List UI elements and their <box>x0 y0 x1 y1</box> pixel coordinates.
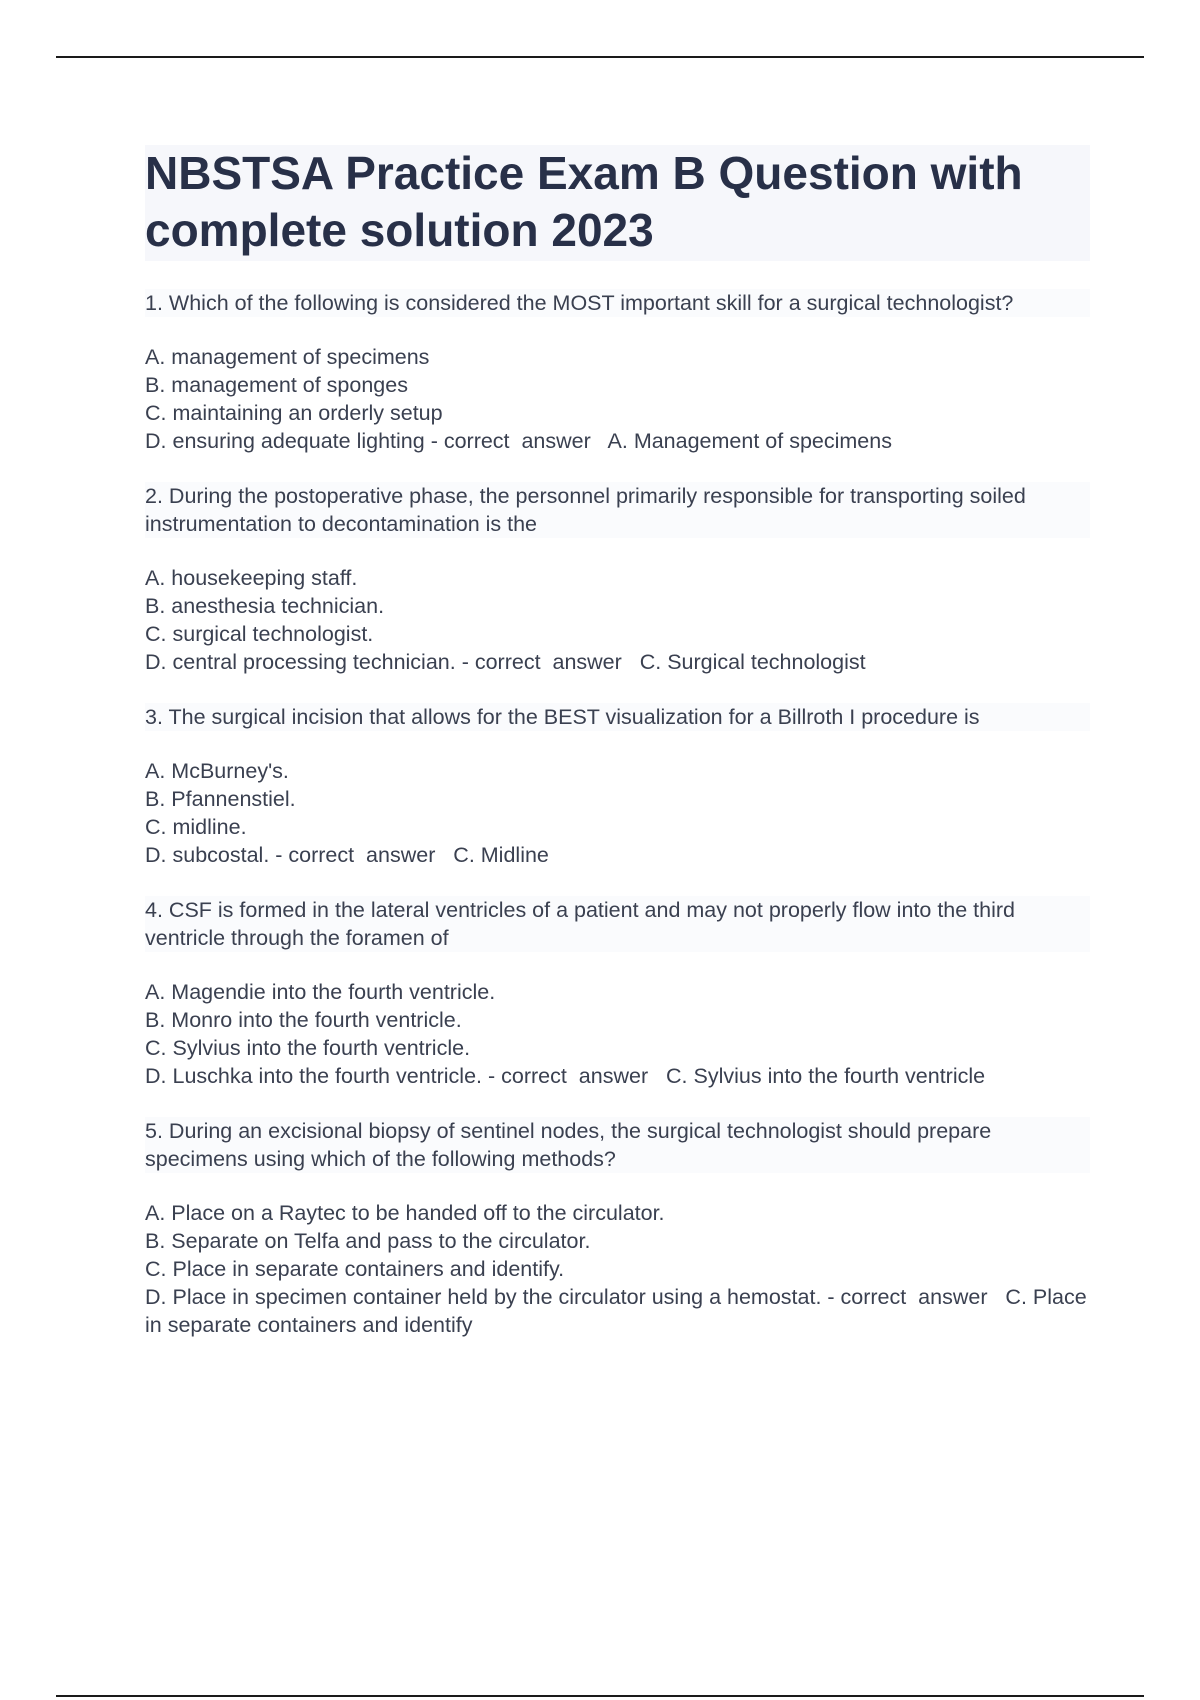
question-block <box>145 703 1090 869</box>
option-text: Sylvius into the fourth ventricle. <box>172 1036 471 1060</box>
correct-answer: C. Midline <box>453 843 549 867</box>
question-text: The surgical incision that allows for the BEST visualization for a Billroth I procedure is <box>168 705 980 729</box>
correct-answer: A. Management of specimens <box>607 429 892 453</box>
question-block <box>145 896 1090 1090</box>
option-text: management of sponges <box>171 373 408 397</box>
title-box <box>145 145 1090 261</box>
option-letter: C . <box>145 622 172 646</box>
answer-option <box>145 1006 1090 1034</box>
option-letter: A . <box>145 345 171 369</box>
option-letter: D . <box>145 429 172 453</box>
answer-option <box>145 1227 1090 1255</box>
answer-option <box>145 592 1090 620</box>
answer-option <box>145 371 1090 399</box>
option-text: Place on a Raytec to be handed off to the circulator. <box>171 1201 665 1225</box>
option-text: surgical technologist. <box>172 622 374 646</box>
option-text: subcostal. <box>172 843 270 867</box>
option-letter: D . <box>145 1064 172 1088</box>
question-block <box>145 1117 1090 1339</box>
option-text: ensuring adequate lighting <box>172 429 425 453</box>
option-text: midline. <box>172 815 247 839</box>
footer-rule <box>56 1695 1144 1697</box>
option-letter: B . <box>145 787 171 811</box>
option-text: Magendie into the fourth ventricle. <box>171 980 496 1004</box>
question-block <box>145 482 1090 676</box>
correct-answer-label: - correct answer <box>821 1285 1006 1309</box>
correct-answer-label: - correct answer <box>424 429 608 453</box>
correct-answer: C. Sylvius into the fourth ventricle <box>666 1064 986 1088</box>
question-stem <box>145 896 1090 952</box>
option-letter: B . <box>145 1229 171 1253</box>
correct-answer: C. Surgical technologist <box>639 650 866 674</box>
option-text: Separate on Telfa and pass to the circulator. <box>171 1229 591 1253</box>
option-text: housekeeping staff. <box>171 566 358 590</box>
answer-option <box>145 978 1090 1006</box>
page-title: NBSTSA Practice Exam B Question with complete solution 2023 <box>145 147 1023 256</box>
page-content <box>145 145 1090 1366</box>
answer-option <box>145 564 1090 592</box>
answer-option <box>145 1283 1090 1339</box>
option-letter: D . <box>145 1285 172 1309</box>
option-text: Luschka into the fourth ventricle. <box>172 1064 483 1088</box>
option-letter: D . <box>145 650 172 674</box>
option-letter: A . <box>145 566 171 590</box>
question-text: During an excisional biopsy of sentinel nodes, the surgical technologist should prepare specimens using which of the following methods? <box>145 1119 992 1171</box>
option-letter: B . <box>145 1008 171 1032</box>
option-letter: A . <box>145 759 171 783</box>
question-number: 3 . <box>145 705 169 729</box>
question-number: 1 . <box>145 291 169 315</box>
answer-option <box>145 1062 1090 1090</box>
question-text: Which of the following is considered the MOST important skill for a surgical technologist? <box>168 291 1014 315</box>
question-stem <box>145 1117 1090 1173</box>
answer-option <box>145 813 1090 841</box>
answer-option <box>145 620 1090 648</box>
question-number: 4 . <box>145 898 169 922</box>
option-text: Pfannenstiel. <box>171 787 296 811</box>
question-stem <box>145 482 1090 538</box>
option-text: central processing technician. <box>172 650 456 674</box>
question-text: CSF is formed in the lateral ventricles of a patient and may not properly flow into the third ventricle through the foramen of <box>145 898 1016 950</box>
correct-answer-label: - correct answer <box>269 843 454 867</box>
option-text: Monro into the fourth ventricle. <box>171 1008 462 1032</box>
correct-answer-label: - correct answer <box>455 650 640 674</box>
option-text: maintaining an orderly setup <box>172 401 443 425</box>
question-stem <box>145 703 1090 731</box>
correct-answer-label: - correct answer <box>482 1064 667 1088</box>
answer-option <box>145 399 1090 427</box>
question-block <box>145 289 1090 455</box>
option-letter: D . <box>145 843 172 867</box>
question-number: 2 . <box>145 484 169 508</box>
answer-option <box>145 1034 1090 1062</box>
option-letter: A . <box>145 1201 171 1225</box>
answer-option <box>145 1199 1090 1227</box>
question-text: During the postoperative phase, the personnel primarily responsible for transporting soiled instrumentation to decontamination is the <box>145 484 1026 536</box>
answer-option <box>145 427 1090 455</box>
option-letter: C . <box>145 1036 172 1060</box>
answer-option <box>145 841 1090 869</box>
option-letter: B . <box>145 594 171 618</box>
question-stem <box>145 289 1090 317</box>
answer-option <box>145 648 1090 676</box>
option-text: Place in specimen container held by the circulator using a hemostat. <box>172 1285 822 1309</box>
option-letter: C . <box>145 401 172 425</box>
header-rule <box>56 56 1144 58</box>
option-letter: C . <box>145 815 172 839</box>
correct-answer: C. Place in separate containers and identify <box>145 1285 1087 1337</box>
option-text: Place in separate containers and identify. <box>172 1257 565 1281</box>
question-number: 5 . <box>145 1119 169 1143</box>
option-text: management of specimens <box>171 345 430 369</box>
question-list <box>145 289 1090 1339</box>
answer-option <box>145 785 1090 813</box>
answer-option <box>145 343 1090 371</box>
option-letter: B . <box>145 373 171 397</box>
answer-option <box>145 1255 1090 1283</box>
option-letter: C . <box>145 1257 172 1281</box>
option-letter: A . <box>145 980 171 1004</box>
option-text: anesthesia technician. <box>171 594 385 618</box>
answer-option <box>145 757 1090 785</box>
option-text: McBurney's. <box>171 759 289 783</box>
